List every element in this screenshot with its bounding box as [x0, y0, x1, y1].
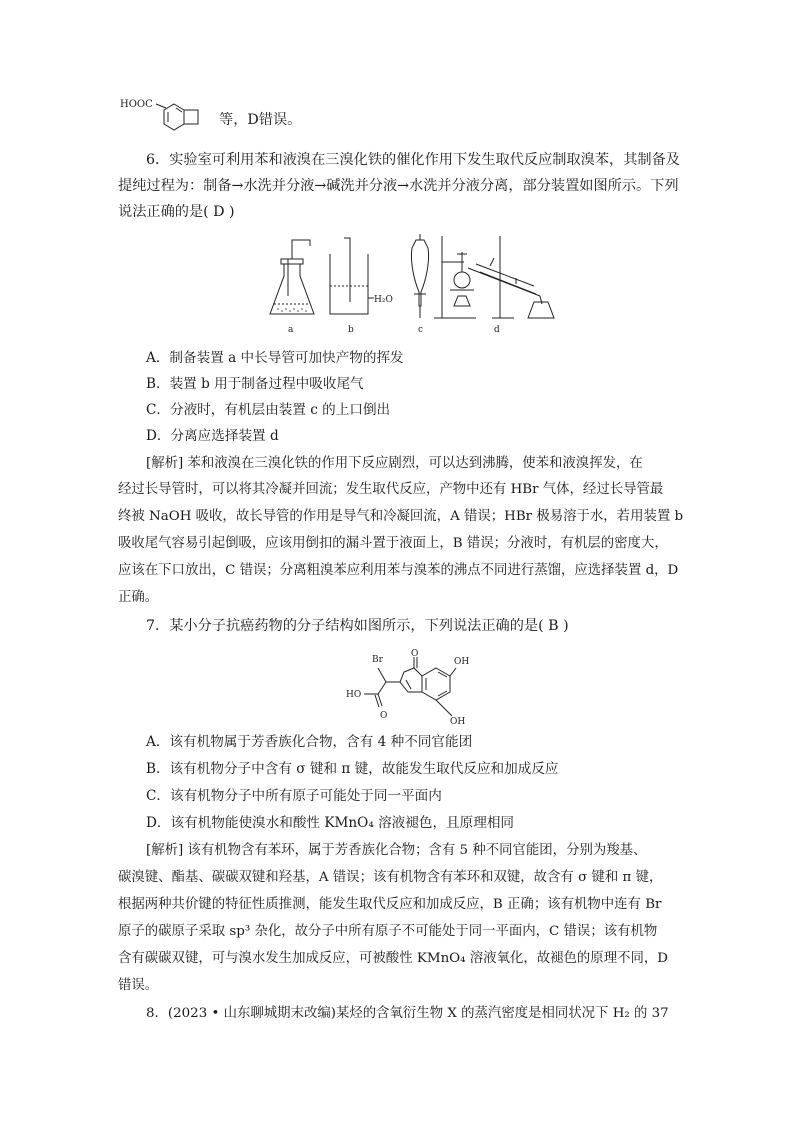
q6-analysis-line-1: [解析] 苯和液溴在三溴化铁的作用下反应剧烈，可以达到沸腾，使苯和液溴挥发，在 [146, 456, 643, 471]
apparatus-d-distillation [434, 236, 554, 318]
q7-analysis-line-3: 根据两种共价键的特征性质推测，能发生取代反应和加成反应，B 正确；该有机物中连有 Br [118, 897, 662, 912]
figure-label-b: b [348, 325, 354, 335]
mol-br-label: Br [372, 655, 383, 665]
top-fragment-text: 等，D错误。 [219, 112, 302, 128]
q8-stem: 8．(2023 • 山东聊城期末改编)某烃的含氧衍生物 X 的蒸汽密度是相同状况下 H₂ 的 37 [146, 1006, 669, 1021]
apparatus-c-funnel [411, 234, 428, 318]
mol-ho-left-label: HO [346, 690, 362, 700]
q6-analysis-line-2: 经过长导管时，可以将其冷凝并回流；发生取代反应，产物中还有 HBr 气体，经过长导管最 [118, 482, 664, 497]
q7-stem: 7．某小分子抗癌药物的分子结构如图所示，下列说法正确的是( B ) [146, 618, 569, 634]
q7-analysis-line-2: 碳溴键、酯基、碳碳双键和羟基，A 错误；该有机物含有苯环和双键，故含有 σ 键和 π 键， [118, 870, 663, 885]
mol-o-bottom-label: O [380, 711, 388, 721]
q6-stem-line-2: 提纯过程为：制备→水洗并分液→碱洗并分液→水洗并分液分离，部分装置如图所示。下列 [118, 178, 679, 194]
molecule-structure [340, 646, 480, 728]
q6-analysis-line-5: 应该在下口放出，C 错误；分离粗溴苯应利用苯与溴苯的沸点不同进行蒸馏，应选择装置 d，D [118, 563, 679, 578]
figure-label-d: d [494, 325, 500, 335]
q6-stem-line-3: 说法正确的是( D ) [118, 204, 235, 220]
water-label: H₂O [374, 295, 393, 305]
figure-label-c: c [418, 325, 424, 335]
q7-analysis-line-4: 原子的碳原子采取 sp³ 杂化，故分子中所有原子不可能处于同一平面内，C 错误；该有机物 [118, 924, 658, 939]
q7-option-c: C．该有机物分子中所有原子可能处于同一平面内 [146, 788, 442, 804]
mol-oh-right-label: OH [454, 657, 470, 667]
q6-option-d: D．分离应选择装置 d [146, 428, 279, 444]
q6-stem-line-1: 6．实验室可利用苯和液溴在三溴化铁的催化作用下发生取代反应制取溴苯，其制备及 [146, 152, 680, 168]
q7-analysis-line-6: 错误。 [118, 978, 159, 993]
apparatus-b-beaker [330, 238, 374, 314]
mol-oh-bottom-label: OH [450, 717, 466, 727]
q6-analysis-line-4: 吸收尾气容易引起倒吸，应该用倒扣的漏斗置于液面上，B 错误；分液时，有机层的密度大， [118, 536, 668, 551]
q7-analysis-line-5: 含有碳碳双键，可与溴水发生加成反应，可被酸性 KMnO₄ 溶液氧化，故褪色的原理不同，D [118, 951, 668, 966]
q7-analysis-line-1: [解析] 该有机物含有苯环，属于芳香族化合物；含有 5 种不同官能团，分别为羧基、 [146, 843, 647, 858]
q6-option-c: C．分液时，有机层由装置 c 的上口倒出 [146, 402, 391, 418]
benzocyclobutene-structure [118, 98, 222, 140]
q6-option-b: B．装置 b 用于制备过程中吸收尾气 [146, 376, 364, 392]
q6-option-a: A．制备装置 a 中长导管可加快产物的挥发 [146, 350, 404, 366]
q7-option-b: B．该有机物分子中含有 σ 键和 π 键，故能发生取代反应和加成反应 [146, 761, 559, 777]
mol-o-top-label: O [411, 649, 419, 659]
q7-option-d: D．该有机物能使溴水和酸性 KMnO₄ 溶液褪色，且原理相同 [146, 815, 515, 831]
q6-analysis-line-6: 正确。 [118, 590, 159, 605]
hooc-label: HOOC [120, 99, 153, 110]
figure-label-a: a [288, 325, 294, 335]
apparatus-figure [264, 232, 564, 336]
q6-analysis-line-3: 终被 NaOH 吸收，故长导管的作用是导气和冷凝回流，A 错误；HBr 极易溶于水，若用装置 b [118, 509, 684, 524]
apparatus-a-flask [270, 240, 314, 314]
q7-option-a: A．该有机物属于芳香族化合物，含有 4 种不同官能团 [146, 734, 473, 750]
